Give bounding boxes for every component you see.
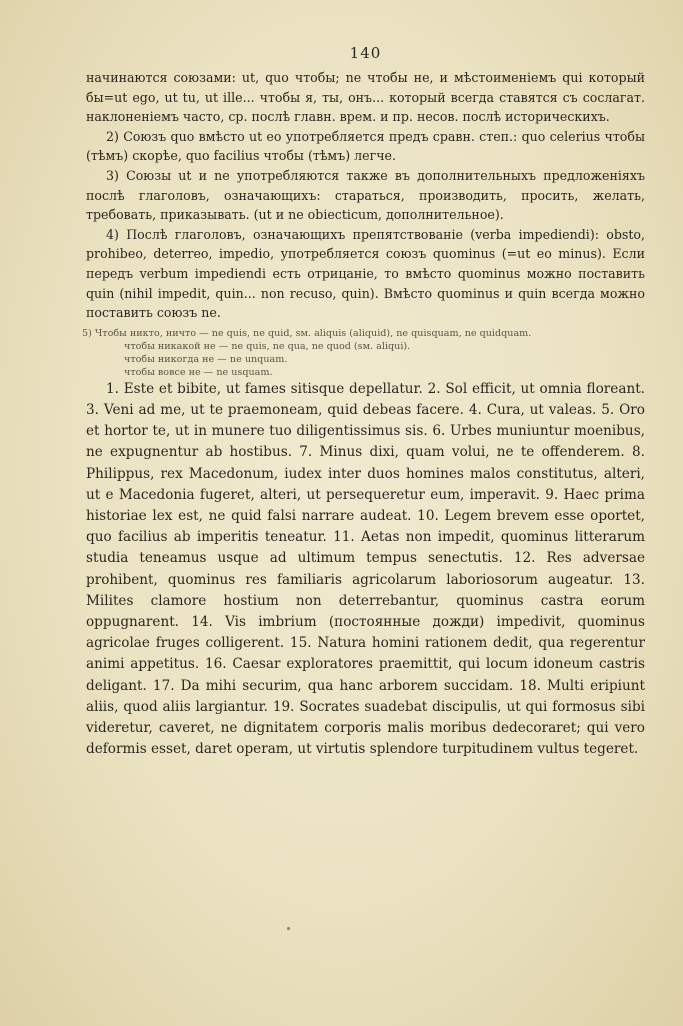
- rule-3-ut-ne: 3) Союзы ut и ne употребляются также въ дополнительныхъ предложеніяхъ послѣ глаголовъ, означающихъ: стараться, производить, просить, желать, требовать, приказывать. (ut и ne obiecticum, дополнительное).: [86, 167, 645, 223]
- footnote-line-4: чтобы вовсе не — ne usquam.: [124, 366, 273, 378]
- text-block: [82, 68, 645, 760]
- footnote-line-3: чтобы никогда не — ne unquam.: [124, 353, 288, 365]
- footnote-5: 5) Чтобы никто, ничто — ne quis, ne quid, ѕм. aliquis (aliquid), ne quisquam, ne quidquam.: [82, 327, 532, 339]
- rule-4-quominus: 4) Послѣ глаголовъ, означающихъ препятствованіе (verba impediendi): obsto, prohibeo, deterreo, impedio, употребляется союзъ quominus (=ut eo minus). Если передъ verbum impediendi есть отрицаніе, то вмѣсто quominus можно поставить quin (nihil impedit, quin... non recuso, quin). Вмѣсто quominus и quin всегда можно поставить союзъ ne.: [86, 226, 645, 321]
- rule-2-quo: 2) Союзъ quo вмѣсто ut eo употребляется предъ сравн. степ.: quo celerius чтобы (тѣмъ) скорѣе, quo facilius чтобы (тѣмъ) легче.: [86, 128, 645, 164]
- page-number: 140: [349, 44, 382, 62]
- footnote-line-2: чтобы никакой не — ne quis, ne qua, ne quod (ѕм. aliqui).: [124, 340, 411, 352]
- latin-exercises: 1. Este et bibite, ut fames sitisque depellatur. 2. Sol efficit, ut omnia floreant. 3. Veni ad me, ut te praemoneam, quid debeas facere. 4. Cura, ut valeas. 5. Oro et hortor te, ut in munere tuo diligentissimus sis. 6. Urbes muniuntur moenibus, ne expugnentur ab hostibus. 7. Minus dixi, quam volui, ne te offenderem. 8. Philippus, rex Macedonum, iudex inter duos homines malos constitutus, alteri, ut e Macedonia fugeret, alteri, ut persequeretur eum, imperavit. 9. Haec prima historiae lex est, ne quid falsi narrare audeat. 10. Legem brevem esse oportet, quo facilius ab imperitis teneatur. 11. Aetas non impedit, quominus litterarum studia teneamus usque ad ultimum tempus senectutis. 12. Res adversae prohibent, quominus res familiaris agricolarum laboriosorum augeatur. 13. Milites clamore hostium non deterrebantur, quominus castra eorum oppugnarent. 14. Vis imbrium (постоянные дожди) impedivit, quominus agricolae fruges colligerent. 15. Natura homini rationem dedit, qua regerentur animi appetitus. 16. Caesar exploratores praemittit, qui locum idoneum castris deligant. 17. Da mihi securim, qua hanc arborem succidam. 18. Multi eripiunt aliis, quod aliis largiantur. 19. Socrates suadebat discipulis, ut qui formosus sibi videretur, caveret, ne dignitatem corporis malis moribus dedecoraret; qui vero deformis esset, daret operam, ut virtutis splendore turpitudinem vultus tegeret.: [86, 380, 645, 758]
- paragraph-1: начинаются союзами: ut, quo чтобы; ne чтобы не, и мѣстоименіемъ qui который бы=ut ego, ut tu, ut ille... чтобы я, ты, онъ... который всегда ставятся съ сослагат. наклоненіемъ часто, ср. послѣ главн. врем. и пр. несов. послѣ историческихъ.: [86, 70, 645, 125]
- ink-dot: [287, 927, 290, 930]
